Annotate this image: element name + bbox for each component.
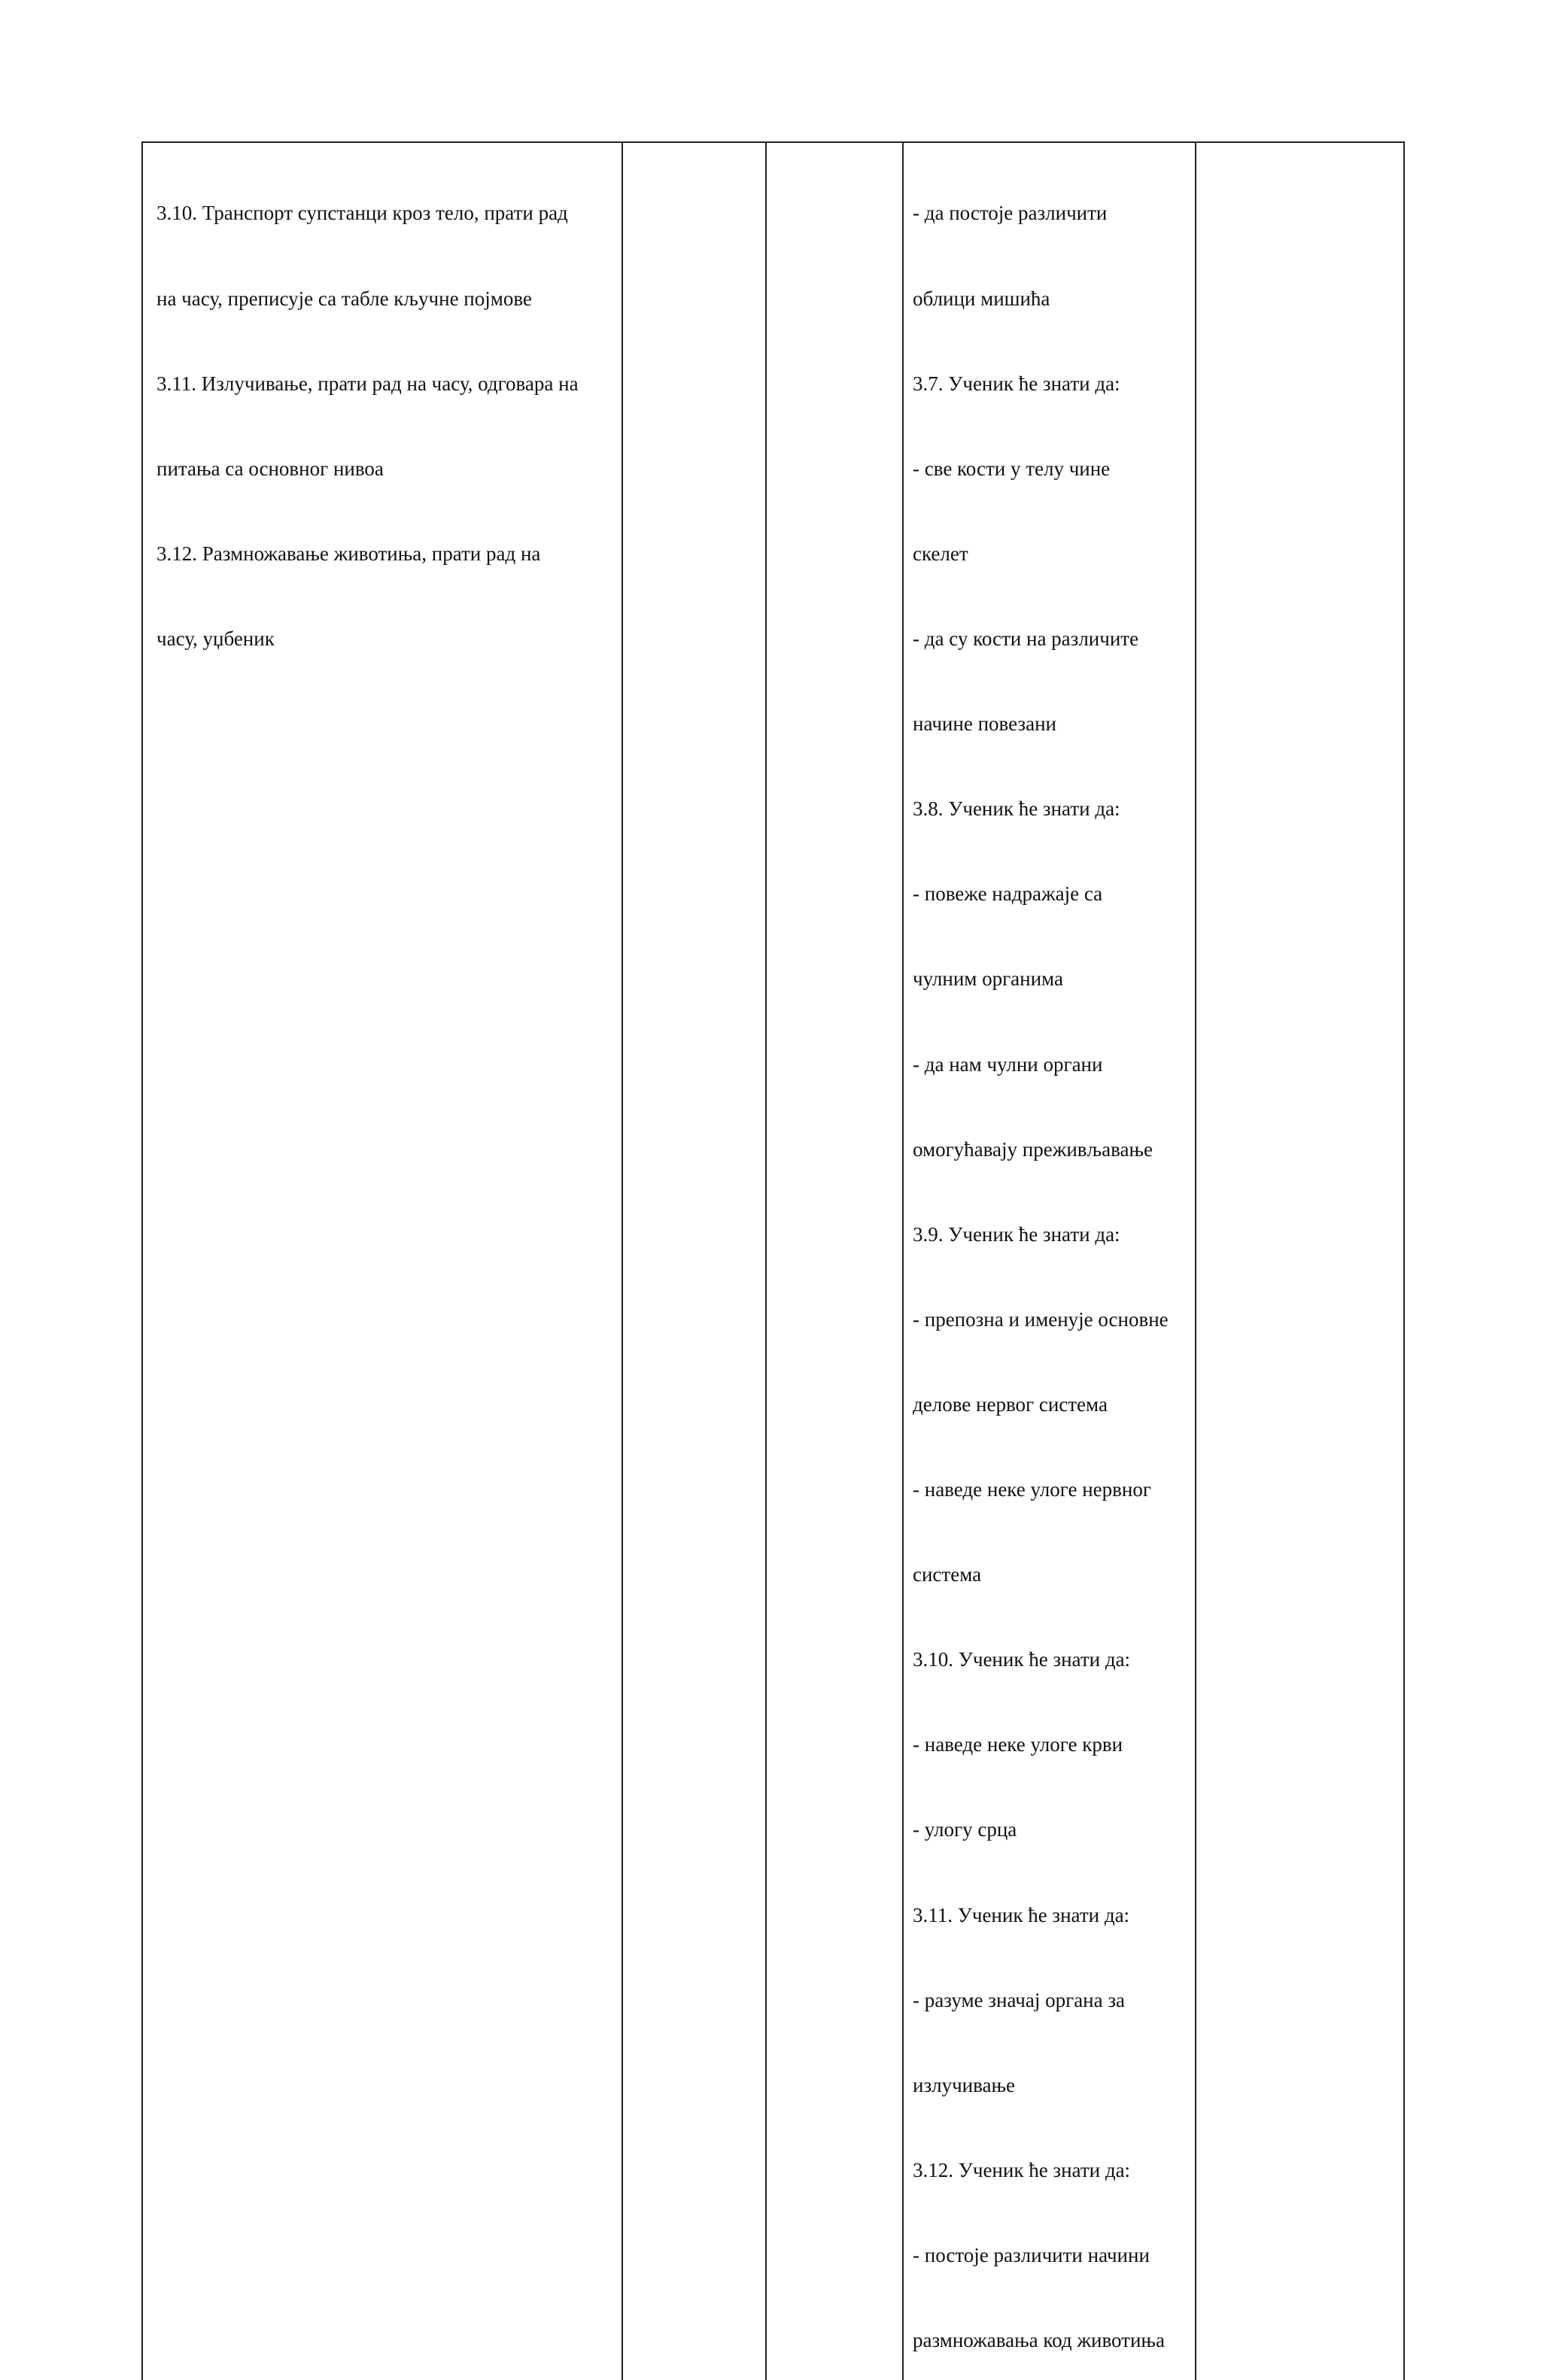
curriculum-table [141,141,1405,2380]
text-line: - наведе неке улоге нервног [913,1478,1151,1501]
empty-cell [622,142,766,2380]
text-line: облици мишића [913,287,1050,310]
activities-cell [142,142,622,2380]
text-line: излучивање [913,2073,1016,2096]
text-line: - све кости у телу чине [913,457,1111,480]
empty-cell [766,142,903,2380]
text-line: на часу, преписује са табле кључне појмове [157,287,532,310]
text-line: система [913,1563,982,1586]
text-line: 3.11. Излучивање, прати рад на часу, одговара на [157,372,579,395]
outcomes-cell [903,142,1196,2380]
text-line: омогућавају преживљавање [913,1137,1153,1161]
text-line: 3.10. Ученик ће знати да: [913,1648,1131,1671]
text-line: - разуме значај органа за [913,1988,1126,2011]
activities-text [143,143,622,710]
text-line: часу, уџбеник [157,627,275,650]
text-line: 3.10. Транспорт супстанци кроз тело, прати рад [157,202,568,225]
text-line: питања са основног нивоа [157,457,384,480]
text-line: 3.12. Ученик ће знати да: [913,2158,1131,2181]
table-row [142,142,1404,2380]
text-line: - повеже надражаје са [913,882,1103,906]
text-line: 3.9. Ученик ће знати да: [913,1222,1120,1246]
text-line: размножавања код животиња [913,2329,1165,2352]
text-line: - постоје различити начини [913,2244,1150,2267]
text-line: делове нервог система [913,1392,1108,1416]
text-line: 3.7. Ученик ће знати да: [913,372,1120,395]
text-line: 3.12. Размножавање животиња, прати рад на [157,542,541,565]
text-line: - да постоје различити [913,202,1108,225]
text-line: - препозна и именује основне [913,1307,1169,1331]
text-line: 3.8. Ученик ће знати да: [913,797,1120,821]
text-line: - улогу срца [913,1818,1017,1841]
outcomes-text [904,143,1195,2380]
text-line: 3.11. Ученик ће знати да: [913,1903,1130,1926]
text-line: - наведе неке улоге крви [913,1733,1123,1756]
text-line: начине повезани [913,712,1056,736]
text-line: чулним органима [913,967,1063,991]
empty-cell [1196,142,1404,2380]
text-line: скелет [913,542,968,565]
text-line: - да су кости на различите [913,627,1139,650]
text-line: - да нам чулни органи [913,1052,1103,1076]
